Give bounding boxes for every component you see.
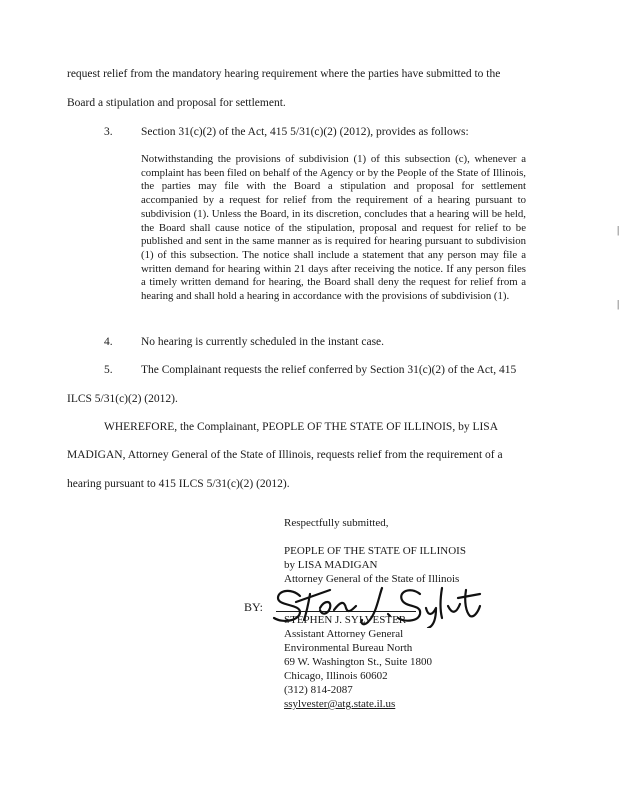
signer-title: Assistant Attorney General <box>284 628 404 640</box>
by-label: BY: <box>244 600 263 614</box>
item-3-text: Section 31(c)(2) of the Act, 415 5/31(c)(2) (2012), provides as follows: <box>141 126 469 138</box>
wherefore-line-3: hearing pursuant to 415 ILCS 5/31(c)(2) (2012). <box>67 478 290 490</box>
item-4-text: No hearing is currently scheduled in the instant case. <box>141 336 385 348</box>
wherefore-line-2: MADIGAN, Attorney General of the State of Illinois, requests relief from the requirement of a <box>67 449 503 461</box>
signer-city: Chicago, Illinois 60602 <box>284 670 388 682</box>
signer-email-link[interactable]: ssylvester@atg.state.il.us <box>284 698 396 710</box>
item-5-line-2: ILCS 5/31(c)(2) (2012). <box>67 393 178 405</box>
item-5-number: 5. <box>104 364 113 376</box>
party-line-3: Attorney General of the State of Illinois <box>284 573 460 585</box>
item-5-line-1: The Complainant requests the relief conferred by Section 31(c)(2) of the Act, 415 <box>141 364 517 376</box>
item-3-number: 3. <box>104 126 113 138</box>
wherefore-line-1: WHEREFORE, the Complainant, PEOPLE OF THE STATE OF ILLINOIS, by LISA <box>104 421 499 433</box>
margin-mark-1: | <box>617 224 620 236</box>
margin-mark-2: | <box>617 298 620 310</box>
statute-quote: Notwithstanding the provisions of subdivision (1) of this subsection (c), whenever a complaint has been filed on behalf of the Agency or by the People of the State of Illinois, the parties may file with the Board a stipulation and proposal for settlement accompanied by a request for relief from the requirement of a hearing pursuant to subdivision (1). Unless the Board, in its discretion, concludes that a hearing will be held, the Board shall cause notice of the stipulation, proposal and request for relief to be published and sent in the same manner as is required for hearing pursuant to subdivision (1) of this subsection. The notice shall include a statement that any person may file a written demand for hearing within 21 days after receiving the notice. If any person files a timely written demand for hearing, the Board shall deny the request for relief from a hearing and shall hold a hearing in accordance with the provisions of subdivision (1). <box>141 153 526 303</box>
intro-line-1: request relief from the mandatory hearing requirement where the parties have submitted to the <box>67 68 501 80</box>
signer-bureau: Environmental Bureau North <box>284 642 413 654</box>
signer-phone: (312) 814-2087 <box>284 684 353 696</box>
party-line-2: by LISA MADIGAN <box>284 559 378 571</box>
intro-line-2: Board a stipulation and proposal for settlement. <box>67 97 286 109</box>
signer-name: STEPHEN J. SYLVESTER <box>284 614 407 626</box>
closing: Respectfully submitted, <box>284 517 389 529</box>
signer-street: 69 W. Washington St., Suite 1800 <box>284 656 433 668</box>
item-4-number: 4. <box>104 336 113 348</box>
party-line-1: PEOPLE OF THE STATE OF ILLINOIS <box>284 545 466 557</box>
